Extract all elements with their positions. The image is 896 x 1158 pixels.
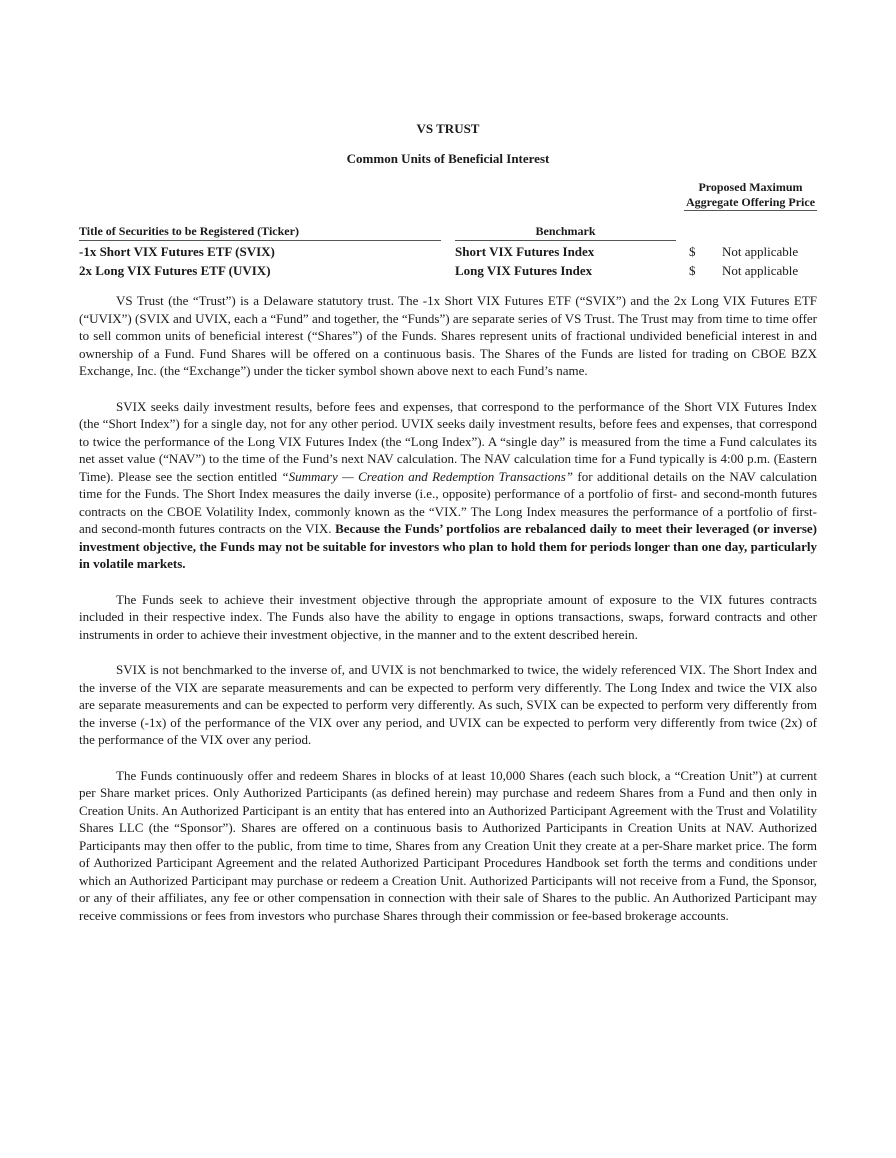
document-title: VS TRUST	[416, 121, 480, 136]
benchmark-cell: Long VIX Futures Index	[455, 263, 593, 278]
paragraph-exposure: The Funds seek to achieve their investment objective through the appropriate amount of exposure to the VIX futures contracts included in their respective index. The Funds also have the ability to engage in options transactions, swaps, forward contracts and other instruments in order to achieve their investment objective, in the manner and to the extent described herein.	[79, 591, 817, 642]
price-cell: Not applicable	[722, 263, 799, 278]
paragraph-vix-comparison: SVIX is not benchmarked to the inverse of, and UVIX is not benchmarked to twice, the widely referenced VIX. The Short Index and the inverse of the VIX are separate measurements and can be expected to perform very differently. The Long Index and twice the VIX also are separate measurements and can be expected to perform very differently. As such, SVIX can be expected to perform very differently from the inverse (-1x) of the performance of the VIX over any period, and UVIX can be expected to perform very differently from twice (2x) of the performance of the VIX over any period.	[79, 662, 817, 747]
table-row	[79, 244, 817, 262]
paragraph-trust-overview: VS Trust (the “Trust”) is a Delaware statutory trust. The -1x Short VIX Futures ETF (“SVIX”) and the 2x Long VIX Futures ETF (“UVIX”) (SVIX and UVIX, each a “Fund” and together, the “Funds”) are separate series of VS Trust. The Trust may from time to time offer to sell common units of beneficial interest (“Shares”) of the Funds. Shares represent units of fractional undivided beneficial interest in and ownership of a Fund. Fund Shares will be offered on a continuous basis. The Shares of the Funds are listed for trading on CBOE BZX Exchange, Inc. (the “Exchange”) under the ticker symbol shown above next to each Fund’s name.	[79, 293, 817, 378]
column-header-benchmark: Benchmark	[455, 224, 676, 241]
price-cell: Not applicable	[722, 244, 799, 259]
paragraph-text: SVIX seeks daily investment results, before fees and expenses, that correspond to the performance of the Short VIX Futures Index (the “Short Index”) for a single day, not for any other period. UVIX seeks daily investment results, before fees and expenses, that correspond to twice the performance of the Long VIX Futures Index (the “Long Index”). A “single day” is measured from the time a Fund calculates its net asset value (“NAV”) to the time of the Fund’s next NAV calculation. The NAV calculation time for a Fund typically is 4:00 p.m. (Eastern Time). Please see the section entitled	[79, 398, 817, 484]
document-subtitle: Common Units of Beneficial Interest	[346, 151, 550, 166]
body-text	[79, 292, 817, 942]
risk-warning: Because the Funds’ portfolios are rebalanced daily to meet their leveraged (or inverse) investment objective, the Funds may not be suitable for investors who plan to hold them for periods longer than one day, particularly in volatile markets.	[79, 521, 817, 571]
benchmark-cell: Short VIX Futures Index	[455, 244, 595, 259]
column-header-price: Proposed Maximum Aggregate Offering Price	[684, 180, 817, 211]
section-reference: “Summary — Creation and Redemption Transactions”	[281, 468, 574, 484]
currency-cell: $	[689, 263, 696, 278]
security-cell: -1x Short VIX Futures ETF (SVIX)	[79, 244, 275, 259]
column-header-title: Title of Securities to be Registered (Ticker)	[79, 224, 441, 241]
currency-cell: $	[689, 244, 696, 259]
paragraph-creation-units: The Funds continuously offer and redeem Shares in blocks of at least 10,000 Shares (each such block, a “Creation Unit”) at current per Share market prices. Only Authorized Participants (as defined herein) may purchase and redeem Shares from a Fund and then only in Creation Units. An Authorized Participant is an entity that has entered into an Authorized Participant Agreement with the Trust and Volatility Shares LLC (the “Sponsor”). Shares are offered on a continuous basis to Authorized Participants in Creation Units at NAV. Authorized Participants may then offer to the public, from time to time, Shares from any Creation Unit they create at a per-Share market price. The form of Authorized Participant Agreement and the related Authorized Participant Procedures Handbook set forth the terms and conditions under which an Authorized Participant may purchase or redeem a Creation Unit. Authorized Participants will not receive from a Fund, the Sponsor, or any of their affiliates, any fee or other compensation in connection with their sale of Shares to the public. An Authorized Participant may receive commissions or fees from investors who purchase Shares through their commission or fee-based brokerage accounts.	[79, 767, 817, 923]
security-cell: 2x Long VIX Futures ETF (UVIX)	[79, 263, 271, 278]
paragraph-investment-objective	[79, 398, 817, 573]
table-row	[79, 263, 817, 281]
paragraph-text: for additional details on the NAV calculation time for the Funds. The Short Index measures the daily inverse (i.e., opposite) performance of a portfolio of first- and second-month futures contracts on the CBOE Volatility Index, commonly known as the “VIX.” The Long Index measures the performance of a portfolio of first- and second-month futures contracts on the VIX.	[79, 468, 817, 536]
